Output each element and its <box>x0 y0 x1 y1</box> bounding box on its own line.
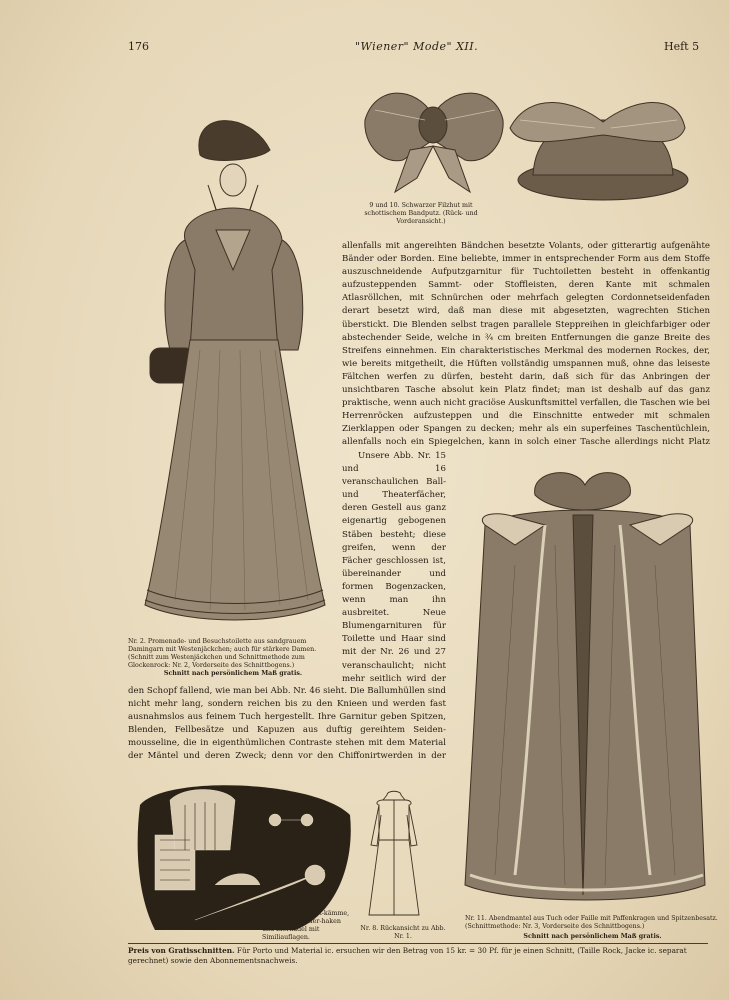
article-paragraph-2: Unsere Abb. Nr. 15 und 16 veranschaulichen Ball- und Theaterfächer, deren Gestell aus ganz eigenartig gebogenen Stäben besteht; diese greifen, wenn der Fächer geschlossen ist, übereinander und formen Bogenzacken, wenn man ihn ausbreitet. Neue Blumengarnituren für Toilette und Haar sind mit der Nr. 26 und 27 veranschaulicht; nicht mehr seitlich wird der <box>342 451 446 684</box>
journal-title: "Wiener" Mode" XII. <box>355 40 479 53</box>
issue-label: Heft 5 <box>664 40 700 53</box>
footer-rule <box>128 943 708 944</box>
mantle-caption: Nr. 11. Abendmantel aus Tuch oder Faille mit Paffenkragen und Spitzenbesatz. (Schnittmethode: Nr. 3, Vorderseite des Schnittbogens.) <box>465 915 718 930</box>
combs-caption: Nr. 3–7. Schildpatt-kämme, Haarpfeil, Kleider-haken und Ziernadel mit Similiauflagen. <box>262 910 350 941</box>
dress-caption: Nr. 2. Promenade- und Besuchstoilette aus sandgrauem Damingarn mit Westenjäckchen; auch für stärkere Damen. (Schnitt zum Westenjäckchen und Schnittmethode zum Glockenrock: Nr. 2, Vorderseite des Schnittbogens.) <box>128 638 317 669</box>
back-view-illustration <box>365 790 423 920</box>
page-number: 176 <box>128 40 149 53</box>
mantle-pattern-note <box>465 933 720 941</box>
hats-caption: 9 und 10. Schwarzer Filzhut mit schottischem Bandputz. (Rück- und Vorderansicht.) <box>364 202 478 225</box>
hats-illustration <box>355 80 690 205</box>
article-paragraph-3: den Schopf fallend, wie man bei Abb. Nr. 46 sieht. Die Ballumhüllen sind nicht mehr lang, sondern reichen bis zu den Knieen und werden fast ausnahmslos aus feinem Tuch hergestellt. Ihre Garnitur geben Spitzen, Blenden, Fellbesätze und Kapuzen aus duftig gereihtem Seiden-mousseline, die in eigenthümlichen Contraste stehen mit dem Material der Mäntel und deren Zweck; denn vor den Chiffonirtwerden in der <box>128 686 446 762</box>
dress-pattern-note <box>128 670 338 678</box>
dress-illustration <box>130 100 340 635</box>
article-paragraph-1: allenfalls mit angereihten Bändchen besetzte Volants, oder gitterartig aufgenähte Bänder oder Borden. Eine beliebte, immer in entsprechender Form aus dem Stoffe auszuschneidende Aufputzgarnitur für Tuchtoiletten besteht in offenkantig aufzusteppenden Sammt- oder Stoffleisten, deren Kante mit schmalen Atlasröllchen, mit Schnürchen oder mehrfach gelegten Cordonnetseidenfaden derart besetzt wird, daß man diese mit abgesetzten, wagrechten Stichen überstickt. Die Blenden selbst tragen parallele Steppreihen in gleichfarbiger oder abstechender Seide, welche in ¾ cm breiten Entfernungen die ganze Breite des Streifens einnehmen. Ein charakteristisches Merkmal des modernen Rockes, der, wie bereits mitgetheilt, die Hüften vollständig umspannen muß, ohne das leiseste Fältchen werfen zu dürfen, besteht darin, daß sich für das Anbringen der unsichtbaren Tasche absolut kein Platz findet; man ist deshalb auf das ganz praktische, wenn auch nicht graciöse Auskunftsmittel verfallen, die Taschen wie bei Herrenröcken aufzusteppen und die Einschnitte entweder mit schmalen Zierklappen oder Spangen zu decken; mehr als ein superfeines Taschentüchlein, allenfalls noch ein Spiegelchen, kann in solch einer Tasche allerdings nicht Platz <box>342 241 710 448</box>
footer-lead: Preis von Gratisschnitten. <box>128 946 235 955</box>
mantle-pattern-note-text: Schnitt nach persönlichem Maß gratis. <box>523 933 662 940</box>
back-view-caption: Nr. 8. Rückansicht zu Abb. Nr. 1. <box>360 925 446 940</box>
dress-pattern-note-text: Schnitt nach persönlichem Maß gratis. <box>163 670 303 677</box>
footer-body: Für Porto und Material ic. ersuchen wir den Betrag von 15 kr. = 30 Pf. für je einen Schnitt, (Taille Rock, Jacke ic. separat gerechnet) sowie den Abonnementsnachweis. <box>128 946 687 965</box>
footer-note <box>128 946 713 966</box>
mantle-illustration <box>455 465 720 910</box>
